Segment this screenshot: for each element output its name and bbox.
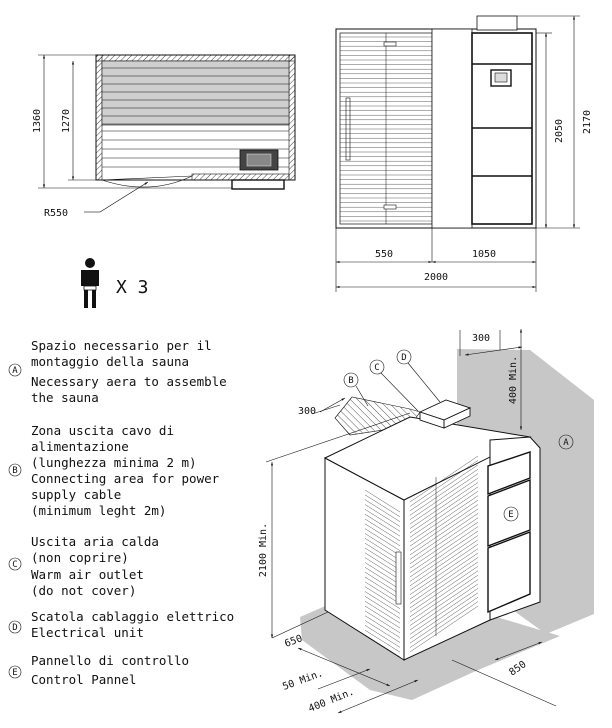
legend-marker-e: E [12, 668, 18, 678]
iso-dim-50-min: 50 Min. [281, 668, 325, 693]
iso-marker-a: A [563, 438, 569, 448]
dim-1050: 1050 [471, 249, 497, 260]
legend-b-line-6: (minimum leght 2m) [31, 503, 167, 518]
iso-marker-d: D [401, 353, 407, 363]
legend-e-line-2: Control Pannel [31, 672, 137, 687]
legend-item-c [9, 534, 159, 598]
dim-2170: 2170 [582, 109, 593, 135]
legend-b-line-2: alimentazione [31, 439, 129, 454]
legend-e-line-1: Pannello di controllo [31, 653, 190, 668]
legend-marker-c: C [12, 560, 18, 570]
legend-c-line-3: Warm air outlet [31, 567, 144, 582]
isometric-view [258, 329, 594, 715]
legend-item-a [9, 338, 227, 405]
legend-c-line-2: (non coprire) [31, 550, 129, 565]
legend-c-line-4: (do not cover) [31, 583, 137, 598]
legend-a-line-2: montaggio della sauna [31, 354, 190, 369]
iso-door-handle [396, 552, 401, 604]
iso-dim-300-left: 300 [298, 406, 317, 417]
iso-marker-c: C [374, 363, 380, 373]
legend-a-line-1: Spazio necessario per il [31, 338, 212, 353]
iso-dim-2100-min: 2100 Min. [258, 522, 269, 578]
legend-item-b [9, 423, 220, 518]
plan-view [32, 55, 295, 219]
legend-b-line-4: Connecting area for power [31, 471, 220, 486]
legend-marker-b: B [12, 466, 18, 476]
dim-r550: R550 [44, 208, 69, 219]
dim-1270: 1270 [61, 108, 72, 134]
legend-marker-d: D [12, 623, 18, 633]
legend-a-line-3: Necessary aera to assemble [31, 374, 227, 389]
iso-dim-650: 650 [283, 633, 304, 650]
legend-d-line-1: Scatola cablaggio elettrico [31, 609, 235, 624]
iso-dim-300-top: 300 [472, 333, 491, 344]
people-count: X 3 [116, 277, 149, 298]
legend-d-line-2: Electrical unit [31, 625, 144, 640]
front-view [336, 16, 593, 292]
legend-b-line-1: Zona uscita cavo di [31, 423, 174, 438]
legend [9, 338, 234, 687]
dim-1360: 1360 [32, 108, 43, 134]
legend-b-line-5: supply cable [31, 487, 122, 502]
iso-marker-e: E [508, 510, 514, 520]
iso-marker-b: B [348, 376, 354, 386]
legend-marker-a: A [12, 366, 18, 376]
iso-dim-400-min-top: 400 Min. [508, 355, 519, 405]
legend-item-e [9, 653, 189, 687]
legend-a-line-4: the sauna [31, 390, 99, 405]
legend-item-d [9, 609, 234, 640]
legend-b-line-3: (lunghezza minima 2 m) [31, 455, 197, 470]
iso-dim-850: 850 [507, 659, 529, 679]
iso-dim-400-min-bottom: 400 Min. [307, 686, 356, 715]
person-icon [81, 258, 99, 308]
dim-2050: 2050 [554, 118, 565, 144]
legend-c-line-1: Uscita aria calda [31, 534, 159, 549]
dim-550: 550 [374, 249, 394, 260]
dim-2000: 2000 [423, 272, 449, 283]
